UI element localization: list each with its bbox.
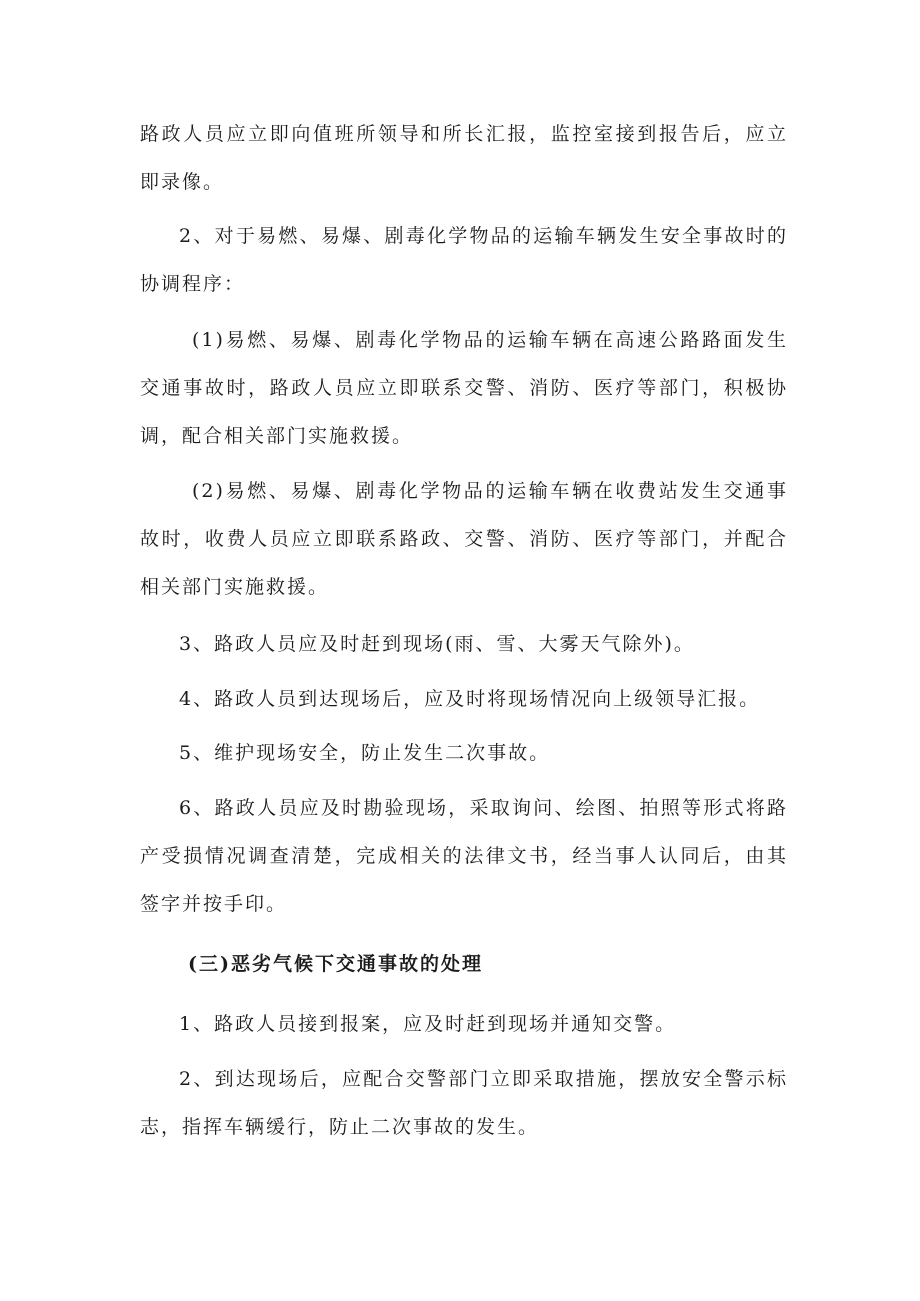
paragraph-item-6: 6、路政人员应及时勘验现场，采取询问、绘图、拍照等形式将路产受损情况调查清楚，完成相关的法律文书，经当事人认同后，由其签字并按手印。: [140, 797, 788, 915]
paragraph-section-item-1: 1、路政人员接到报案，应及时赶到现场并通知交警。: [179, 1013, 677, 1035]
paragraph-continuation: 路政人员应立即向值班所领导和所长汇报，监控室接到报告后，应立即录像。: [140, 123, 788, 193]
section-heading: (三)恶劣气候下交通事故的处理: [188, 953, 483, 975]
paragraph-item-3: 3、路政人员应及时赶到现场(雨、雪、大雾天气除外)。: [179, 633, 695, 655]
paragraph-subitem-1: (1)易燃、易爆、剧毒化学物品的运输车辆在高速公路路面发生交通事故时，路政人员应立即联系交警、消防、医疗等部门，积极协调，配合相关部门实施救援。: [140, 329, 788, 447]
paragraph-item-4: 4、路政人员到达现场后，应及时将现场情况向上级领导汇报。: [179, 688, 761, 710]
paragraph-item-2: 2、对于易燃、易爆、剧毒化学物品的运输车辆发生安全事故时的协调程序：: [140, 225, 788, 295]
paragraph-subitem-2: (2)易燃、易爆、剧毒化学物品的运输车辆在收费站发生交通事故时，收费人员应立即联系路政、交警、消防、医疗等部门，并配合相关部门实施救援。: [140, 480, 788, 598]
paragraph-section-item-2: 2、到达现场后，应配合交警部门立即采取措施，摆放安全警示标志，指挥车辆缓行，防止二次事故的发生。: [140, 1068, 788, 1138]
paragraph-item-5: 5、维护现场安全，防止发生二次事故。: [179, 742, 551, 764]
